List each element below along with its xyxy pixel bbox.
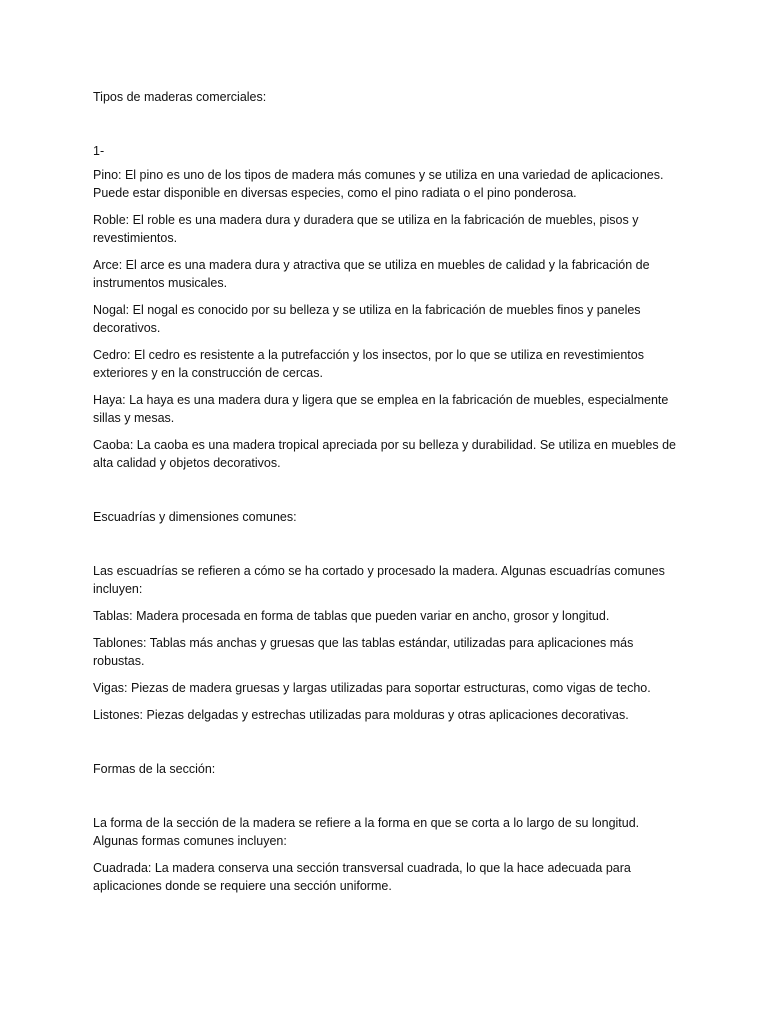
paragraph-tablones: Tablones: Tablas más anchas y gruesas que las tablas estándar, utilizadas para aplicaciones más robustas.: [93, 636, 634, 668]
paragraph-caoba: Caoba: La caoba es una madera tropical apreciada por su belleza y durabilidad. Se utiliza en muebles de alta calidad y objetos decorativos.: [93, 438, 677, 470]
paragraph-pino: Pino: El pino es uno de los tipos de madera más comunes y se utiliza en una variedad de aplicaciones. Puede estar disponible en diversas especies, como el pino radiata o el pino ponderosa.: [93, 168, 664, 200]
heading-formas: Formas de la sección:: [93, 762, 216, 776]
paragraph-haya: Haya: La haya es una madera dura y ligera que se emplea en la fabricación de muebles, especialmente sillas y mesas.: [93, 393, 669, 425]
paragraph-cuadrada: Cuadrada: La madera conserva una sección transversal cuadrada, lo que la hace adecuada para aplicaciones donde se requiere una sección uniforme.: [93, 861, 631, 893]
paragraph-tablas: Tablas: Madera procesada en forma de tablas que pueden variar en ancho, grosor y longitud.: [93, 609, 610, 623]
paragraph-escuadrias-intro: Las escuadrías se refieren a cómo se ha cortado y procesado la madera. Algunas escuadrías comunes incluyen:: [93, 564, 665, 596]
paragraph-formas-intro: La forma de la sección de la madera se refiere a la forma en que se corta a lo largo de su longitud. Algunas formas comunes incluyen:: [93, 816, 640, 848]
paragraph-roble: Roble: El roble es una madera dura y duradera que se utiliza en la fabricación de muebles, pisos y revestimientos.: [93, 213, 639, 245]
heading-wood-types: Tipos de maderas comerciales:: [93, 90, 267, 104]
paragraph-listones: Listones: Piezas delgadas y estrechas utilizadas para molduras y otras aplicaciones decorativas.: [93, 708, 629, 722]
document-page: [93, 88, 683, 895]
heading-escuadrias: Escuadrías y dimensiones comunes:: [93, 510, 297, 524]
paragraph-cedro: Cedro: El cedro es resistente a la putrefacción y los insectos, por lo que se utiliza en revestimientos exteriores y en la construcción de cercas.: [93, 348, 644, 380]
list-number: 1-: [93, 144, 105, 158]
paragraph-nogal: Nogal: El nogal es conocido por su belleza y se utiliza en la fabricación de muebles finos y paneles decorativos.: [93, 303, 641, 335]
paragraph-arce: Arce: El arce es una madera dura y atractiva que se utiliza en muebles de calidad y la fabricación de instrumentos musicales.: [93, 258, 650, 290]
paragraph-vigas: Vigas: Piezas de madera gruesas y largas utilizadas para soportar estructuras, como vigas de techo.: [93, 681, 651, 695]
